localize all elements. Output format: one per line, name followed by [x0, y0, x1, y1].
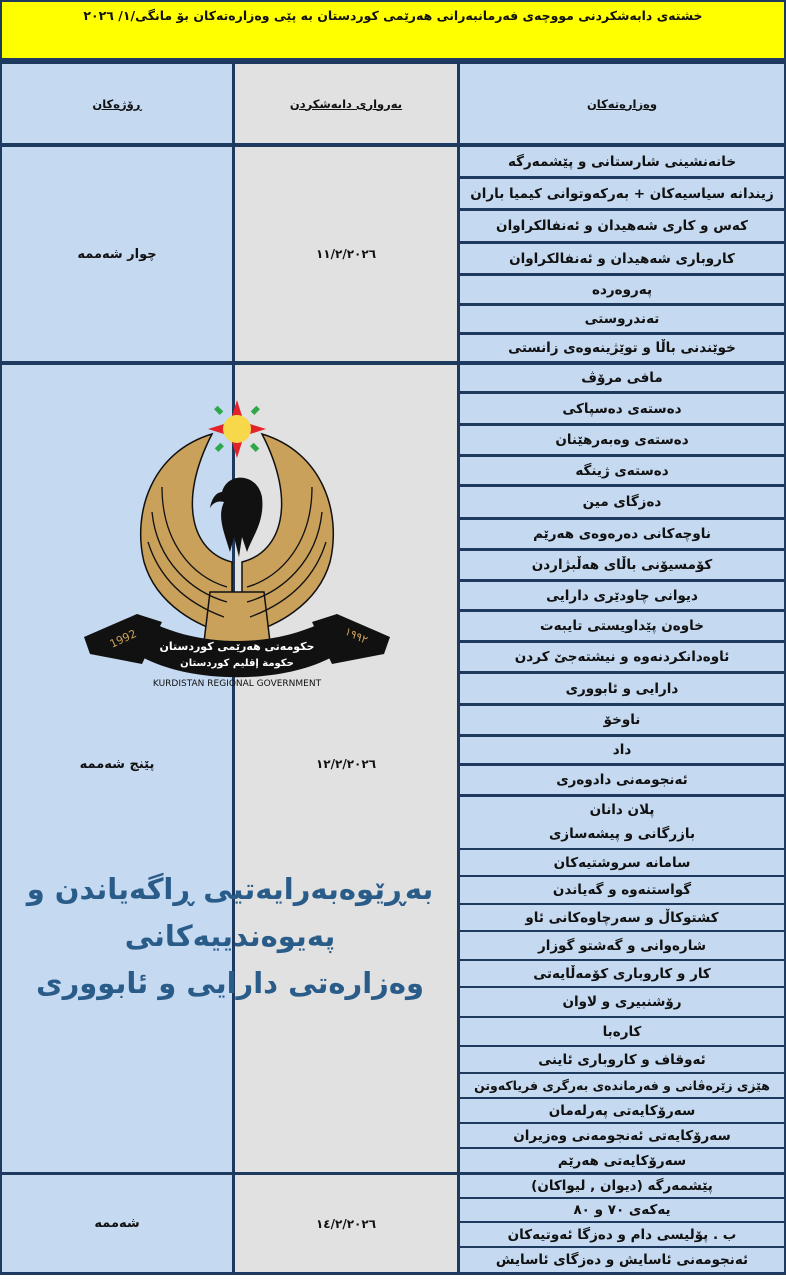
ministry-row: سەرۆکایەتی هەرێم — [460, 1149, 784, 1172]
ministry-row: ئەنجومەنی دادوەری — [460, 766, 784, 794]
ministry-row: ئەوقاف و کاروباری ئاینی — [460, 1047, 784, 1072]
ministry-row: ناوچەکانی دەرەوەی هەرێم — [460, 520, 784, 548]
header-days: ڕۆژەکان — [2, 64, 232, 143]
ministry-row: سامانە سروشتیەکان — [460, 850, 784, 875]
ministry-row: مافی مرۆڤ — [460, 365, 784, 391]
header-distribution-date: بەرواری دابەشکردن — [235, 64, 457, 143]
ministry-row: پێشمەرگە (دیوان , لیواکان) — [460, 1175, 784, 1197]
ministry-row: کار و کاروباری کۆمەڵایەتی — [460, 961, 784, 986]
ministry-row: بازرگانی و پیشەسازی — [460, 820, 784, 848]
day-cell-wednesday: چوار شەممە — [2, 147, 232, 361]
ministry-row: کاروباری شەهیدان و ئەنفالکراوان — [460, 244, 784, 273]
ministry-row: خوێندنی باڵا و توێژینەوەی زانستی — [460, 335, 784, 361]
svg-text:1992: 1992 — [107, 627, 139, 651]
day-label-thursday: پێنج شەممە — [79, 757, 155, 772]
ministry-row: خاوەن پێداویستی تایبەت — [460, 612, 784, 640]
overlay-line-2: پەیوەندییەکانی — [124, 919, 336, 953]
ministry-row: پەروەردە — [460, 276, 784, 303]
header-ministries: وەزارەتەکان — [460, 64, 784, 143]
svg-text:KURDISTAN REGIONAL GOVERNMENT: KURDISTAN REGIONAL GOVERNMENT — [152, 679, 322, 689]
ministry-row: دەزگای مین — [460, 487, 784, 517]
sun-icon — [208, 400, 266, 458]
ministry-row: گواستنەوە و گەیاندن — [460, 877, 784, 903]
ministry-row: دیوانی چاودێری دارایی — [460, 582, 784, 609]
ministry-row: شارەوانی و گەشتو گوزار — [460, 932, 784, 959]
ministry-row: دەستەی ژینگە — [460, 457, 784, 484]
ministry-row: ب . پۆلیسی دام و دەزگا ئەوتیەکان — [460, 1223, 784, 1246]
svg-text:حكومة إقليم كوردستان: حكومة إقليم كوردستان — [180, 658, 294, 669]
overlay-line-1: بەڕێوەبەرایەتیی ڕاگەیاندن و — [26, 872, 434, 906]
ministry-row: دارایی و ئابووری — [460, 674, 784, 703]
ministry-row: سەرۆکایەتی پەرلەمان — [460, 1099, 784, 1122]
date-cell-saturday: ١٤/٢/٢٠٢٦ — [235, 1175, 457, 1272]
date-cell-wednesday: ١١/٢/٢٠٢٦ — [235, 147, 457, 361]
svg-text:١٩٩٢: ١٩٩٢ — [342, 624, 370, 647]
day-cell-saturday: شەممە — [2, 1175, 232, 1272]
ministry-row: سەرۆکایەتی ئەنجومەنی وەزیران — [460, 1124, 784, 1147]
ministry-row: دەستەی دەسپاکی — [460, 394, 784, 423]
ministry-row: خانەنشینی شارستانی و پێشمەرگە — [460, 147, 784, 176]
ministry-row: ناوخۆ — [460, 706, 784, 734]
ministry-row: رۆشنبیری و لاوان — [460, 988, 784, 1016]
ministry-row: کۆمسیۆنی باڵای هەڵبژاردن — [460, 551, 784, 579]
ministry-row: ئەنجومەنی ئاسایش و دەزگای ئاسایش — [460, 1248, 784, 1272]
krg-emblem-icon — [82, 392, 392, 692]
ministry-row: هێزی زێرەڤانی و فەرماندەی بەرگری فریاکەوتن — [460, 1074, 784, 1097]
page-title: خشتەی دابەشکردنی مووچەی فەرمانبەرانی هەرێمی کوردستان بە پێی وەزارەتەکان بۆ مانگی/١/ ٢٠٢٦ — [83, 8, 703, 23]
ministry-row: داد — [460, 737, 784, 763]
overlay-line-3: وەزارەتی دارایی و ئابووری — [36, 966, 424, 1000]
ministry-row: دەستەی وەبەرهێنان — [460, 426, 784, 454]
ministry-row: کارەبا — [460, 1018, 784, 1045]
ministry-row: کەس و کاری شەهیدان و ئەنفالکراوان — [460, 211, 784, 241]
date-label-thursday: ١٢/٢/٢٠٢٦ — [315, 757, 377, 771]
ministry-row: یەکەی ٧٠ و ٨٠ — [460, 1199, 784, 1221]
ministry-row: کشتوکاڵ و سەرچاوەکانی ئاو — [460, 905, 784, 930]
svg-text:حکومەتی هەرێمی کوردستان: حکومەتی هەرێمی کوردستان — [159, 640, 315, 653]
ministry-row: زیندانە سیاسیەکان + بەرکەوتوانی کیمیا باران — [460, 179, 784, 208]
ministry-row: تەندروستی — [460, 306, 784, 332]
ministry-row: پلان دانان — [460, 797, 784, 822]
title-bar — [2, 2, 784, 60]
ministry-row: ئاوەدانکردنەوە و نیشتەجێ کردن — [460, 643, 784, 671]
